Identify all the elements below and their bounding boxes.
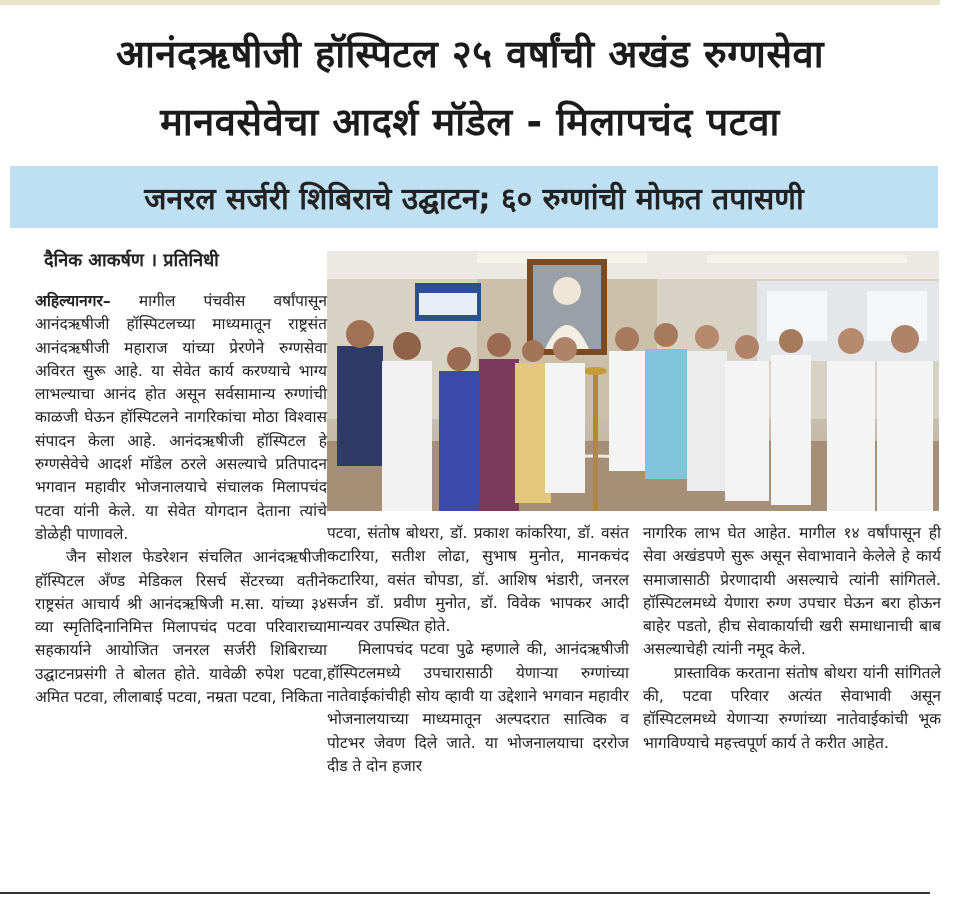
top-rule (0, 0, 940, 5)
article-paragraph-5: नागरिक लाभ घेत आहेत. मागील १४ वर्षांपासून ही सेवा अखंडपणे सुरू असून सेवाभावाने केलेले हे कार्य समाजासाठी प्रेरणादायी असल्याचे त्यांनी सांगितले. हॉस्पिटलमध्ये येणारा रुग्ण उपचार घेऊन बरा होऊन बाहेर पडतो, हीच सेवाकार्याची खरी समाधानाची बाब असल्याचेही त्यांनी नमूद केले. (643, 524, 941, 659)
article-column-3 (643, 522, 941, 755)
event-photo-illustration (327, 251, 939, 511)
article-paragraph-1-text: मागील पंचवीस वर्षांपासून आनंदऋषीजी हॉस्पिटलच्या माध्यमातून राष्ट्रसंत आनंदऋषीजी महाराज यांच्या प्रेरणेने रुग्णसेवा अविरत सुरू आहे. या सेवेत कार्य करण्याचे भाग्य लाभल्याचा आनंद होत असून सर्वसामान्य रुग्णांची काळजी घेऊन हॉस्पिटलने नागरिकांचा मोठा विश्वास संपादन केला आहे. आनंदऋषीजी हॉस्पिटल हे रुग्णसेवेचे आदर्श मॉडेल ठरले असल्याचे प्रतिपादन भगवान महावीर भोजनालयाचे संचालक मिलापचंद पटवा यांनी केले. या सेवेत योगदान देताना त्यांचे डोळेही पाणावले. (35, 292, 327, 543)
article-paragraph-3: पटवा, संतोष बोथरा, डॉ. प्रकाश कांकरिया, डॉ. वसंत कटारिया, सतीश लोढा, सुभाष मुनोत, मानकचंद कटारिया, वसंत चोपडा, डॉ. आशिष भंडारी, जनरल सर्जन डॉ. प्रवीण मुनोत, डॉ. विवेक भापकर आदी मान्यवर उपस्थित होते. (327, 524, 629, 636)
headline-line-2: मानवसेवेचा आदर्श मॉडेल - मिलापचंद पटवा (160, 100, 780, 144)
dateline: अहिल्यानगर– (35, 292, 111, 310)
article-paragraph-6: प्रास्ताविक करताना संतोष बोथरा यांनी सांगितले की, पटवा परिवार अत्यंत सेवाभावी असून हॉस्पिटलमध्ये येणाऱ्या रुग्णांच्या नातेवाईकांची भूक भागविण्याचे महत्त्वपूर्ण कार्य ते करीत आहेत. (643, 663, 941, 752)
article-column-1 (35, 290, 327, 709)
subheadline: जनरल सर्जरी शिबिराचे उद्घाटन; ६० रुग्णांची मोफत तपासणी (144, 181, 804, 217)
article-paragraph-2: जैन सोशल फेडरेशन संचलित आनंदऋषीजी हॉस्पिटल अँण्ड मेडिकल रिसर्च सेंटरच्या वतीने राष्ट्रसंत आचार्य श्री आनंदऋषिजी म.सा. यांच्या ३४ व्या स्मृतिदिनानिमित्त मिलापचंद पटवा परिवाराच्या सहकार्याने आयोजित जनरल सर्जरी शिबिराच्या उद्घाटनप्रसंगी ते बोलत होते. यावेळी रुपेश पटवा, अमित पटवा, लीलाबाई पटवा, नम्रता पटवा, निकिता (35, 548, 327, 707)
article-paragraph-1 (35, 290, 327, 546)
headline-line-1: आनंदऋषीजी हॉस्पिटल २५ वर्षांची अखंड रुग्णसेवा (115, 32, 825, 76)
event-photo (327, 251, 939, 511)
article-column-2 (327, 522, 629, 778)
bottom-rule (0, 892, 930, 894)
subheadline-banner (10, 166, 938, 228)
article-paragraph-4: मिलापचंद पटवा पुढे म्हणाले की, आनंदऋषीजी हॉस्पिटलमध्ये उपचारासाठी येणाऱ्या रुग्णांच्या नातेवाईकांचीही सोय व्हावी या उद्देशाने भगवान महावीर भोजनालयाच्या माध्यमातून अल्पदरात सात्विक व पोटभर जेवण दिले जाते. या भोजनालयाचा दररोज दीड ते दोन हजार (327, 640, 629, 775)
byline: दैनिक आकर्षण । प्रतिनिधी (44, 250, 219, 271)
